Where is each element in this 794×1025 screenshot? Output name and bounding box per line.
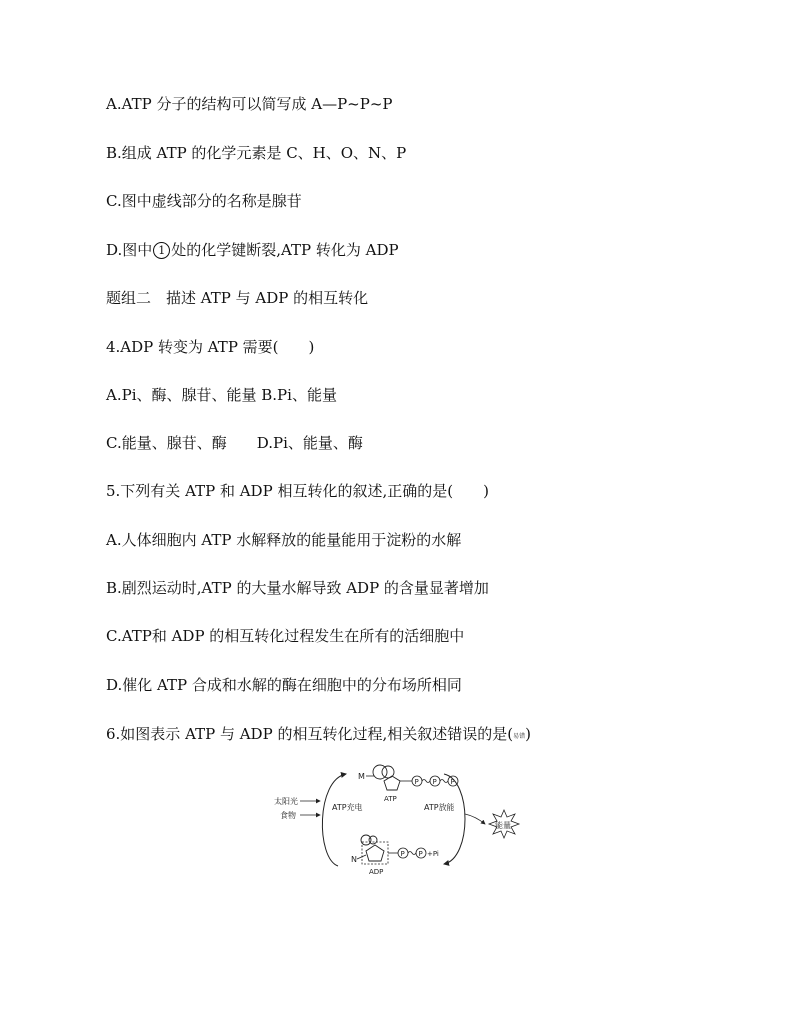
section-title: 题组二 描述 ATP 与 ADP 的相互转化 bbox=[106, 289, 369, 307]
question-4: 4.ADP 转变为 ATP 需要( ) bbox=[106, 338, 315, 356]
option-4cd: C.能量、腺苷、酶 D.Pi、能量、酶 bbox=[106, 434, 363, 452]
atp-charge-label: ATP充电 bbox=[332, 803, 363, 812]
energy-release-arrow bbox=[465, 814, 485, 824]
option-3a: A.ATP 分子的结构可以简写成 A—P~P~P bbox=[106, 95, 393, 113]
adp-label: ADP bbox=[369, 868, 384, 876]
sunlight-label: 太阳光 bbox=[274, 797, 298, 806]
option-5c: C.ATP和 ADP 的相互转化过程发生在所有的活细胞中 bbox=[106, 627, 465, 645]
question-5: 5.下列有关 ATP 和 ADP 相互转化的叙述,正确的是( ) bbox=[106, 482, 489, 500]
n-label: N bbox=[351, 855, 357, 864]
ribose-pentagon-icon bbox=[366, 845, 384, 861]
atp-adp-cycle-diagram bbox=[268, 758, 530, 878]
option-5d: D.催化 ATP 合成和水解的酶在细胞中的分布场所相同 bbox=[106, 676, 462, 694]
option-3c: C.图中虚线部分的名称是腺苷 bbox=[106, 192, 302, 210]
hydrolysis-arrow bbox=[444, 774, 465, 864]
pi-label: +Pi bbox=[427, 850, 439, 858]
n-bond bbox=[357, 855, 366, 859]
option-4ab: A.Pi、酶、腺苷、能量 B.Pi、能量 bbox=[106, 386, 337, 404]
circled-number-mark: 1 bbox=[153, 242, 170, 259]
phosphate-letter: P bbox=[432, 778, 437, 786]
high-energy-bond bbox=[408, 852, 416, 855]
option-3d: D.图中 1 处的化学键断裂,ATP 转化为 ADP bbox=[106, 241, 399, 259]
food-label: 食物 bbox=[280, 811, 296, 820]
question-6: 6.如图表示 ATP 与 ADP 的相互转化过程,相关叙述错误的是(易错) bbox=[106, 725, 531, 743]
atp-label: ATP bbox=[384, 795, 397, 803]
adenine-ring-icon bbox=[369, 836, 377, 844]
error-prone-note: 易错 bbox=[513, 733, 526, 740]
high-energy-bond bbox=[422, 780, 430, 783]
option-5a: A.人体细胞内 ATP 水解释放的能量能用于淀粉的水解 bbox=[106, 531, 462, 549]
phosphate-letter: P bbox=[400, 850, 405, 858]
phosphate-letter: P bbox=[418, 850, 423, 858]
atp-discharge-label: ATP放能 bbox=[424, 803, 455, 812]
synthesis-arrow bbox=[322, 774, 346, 866]
energy-label: 能量 bbox=[495, 821, 511, 830]
option-3b: B.组成 ATP 的化学元素是 C、H、O、N、P bbox=[106, 144, 407, 162]
option-5b: B.剧烈运动时,ATP 的大量水解导致 ADP 的含量显著增加 bbox=[106, 579, 489, 597]
phosphate-letter: P bbox=[450, 778, 455, 786]
phosphate-letter: P bbox=[414, 778, 419, 786]
high-energy-bond bbox=[440, 780, 448, 783]
m-label: M bbox=[358, 772, 365, 781]
adenine-ring-icon bbox=[361, 835, 371, 845]
